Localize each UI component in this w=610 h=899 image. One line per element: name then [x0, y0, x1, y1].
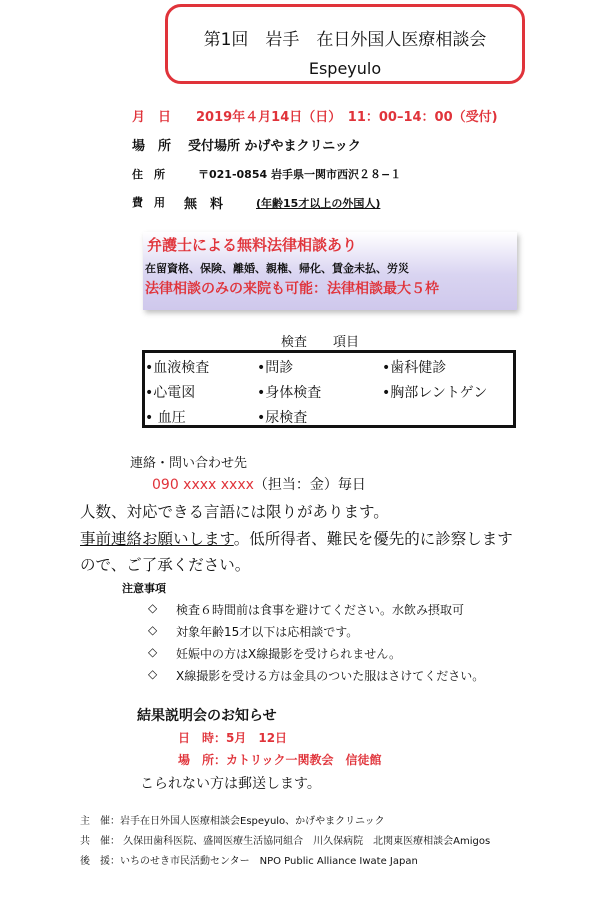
advance-contact-request: 事前連絡お願いします	[80, 530, 234, 548]
note-bullet: ◇	[148, 645, 158, 659]
exam-item: •歯科健診	[382, 360, 447, 376]
organizer-name: Espeyulo	[308, 59, 382, 78]
exam-item: •血液検査	[145, 360, 210, 376]
legal-topics: 在留資格、保険、離婚、親権、帰化、賃金未払、労災	[145, 262, 409, 275]
contact-phone[interactable]: 090 xxxx xxxx	[152, 477, 254, 493]
exam-item: •尿検査	[257, 410, 308, 426]
place-label: 場 所	[132, 139, 172, 154]
title-box	[165, 4, 525, 84]
results-date: 日 時：5月 12日	[178, 731, 288, 745]
support-value: いちのせき市民活動センター NPO Public Alliance Iwate Japan	[120, 856, 418, 867]
fee-value: 無 料	[184, 197, 224, 212]
legal-consultation-box	[143, 232, 517, 310]
contact-paragraph-line1: 人数、対応できる言語には限りがあります。	[80, 503, 389, 521]
exam-title: 検査 項目	[281, 335, 360, 350]
results-place: 場 所：カトリック一関教会 信徒館	[178, 753, 382, 767]
address-label: 住 所	[132, 168, 165, 181]
note-bullet: ◇	[148, 601, 158, 615]
note-item: X線撮影を受ける方は金具のついた服はさけてください。	[176, 669, 485, 683]
contact-paragraph-line2: 。低所得者、難民を優先的に診察します	[233, 530, 513, 548]
date-value: 2019年４月14日（日） 11：00–14：00（受付)	[196, 110, 498, 125]
place-value: 受付場所 かげやまクリニック	[188, 139, 361, 154]
note-item: 検査６時間前は食事を避けてください。水飲み摂取可	[176, 603, 465, 617]
results-heading: 結果説明会のお知らせ	[137, 708, 277, 724]
results-mail-note: こられない方は郵送します。	[140, 776, 321, 792]
fee-note: (年齢15才以上の外国人)	[256, 197, 381, 210]
exam-items-box	[142, 350, 516, 428]
contact-phone-suffix: （担当：金）毎日	[253, 477, 366, 493]
fee-label: 費 用	[132, 196, 165, 209]
address-value: 〒021-0854 岩手県一関市西沢２８−１	[198, 168, 402, 181]
event-title: 第1回 岩手 在日外国人医療相談会	[203, 30, 487, 50]
exam-item: •心電図	[145, 385, 196, 401]
support-label: 後 援：	[80, 856, 120, 867]
date-label: 月 日	[132, 110, 172, 125]
exam-item: • 血圧	[145, 410, 186, 426]
exam-item: •問診	[257, 360, 294, 376]
note-item: 妊娠中の方はX線撮影を受けられません。	[176, 647, 401, 661]
note-bullet: ◇	[148, 667, 158, 681]
contact-label: 連絡・問い合わせ先	[130, 456, 248, 471]
cohost-value: 久保田歯科医院、盛岡医療生活協同組合 川久保病院 北関東医療相談会Amigos	[120, 836, 491, 847]
cohost-label: 共 催：	[80, 836, 120, 847]
notes-heading: 注意事項	[122, 582, 166, 595]
organizer-label: 主 催：	[80, 816, 120, 827]
exam-item: •胸部レントゲン	[382, 385, 488, 401]
contact-paragraph-line3: ので、ご了承ください。	[80, 556, 251, 574]
organizer-value: 岩手在日外国人医療相談会Espeyulo、かげやまクリニック	[120, 816, 385, 827]
legal-note: 法律相談のみの来院も可能：法律相談最大５枠	[145, 281, 439, 297]
note-bullet: ◇	[148, 623, 158, 637]
note-item: 対象年齢15才以下は応相談です。	[176, 625, 359, 639]
legal-heading: 弁護士による無料法律相談あり	[147, 236, 358, 254]
exam-item: •身体検査	[257, 385, 322, 401]
